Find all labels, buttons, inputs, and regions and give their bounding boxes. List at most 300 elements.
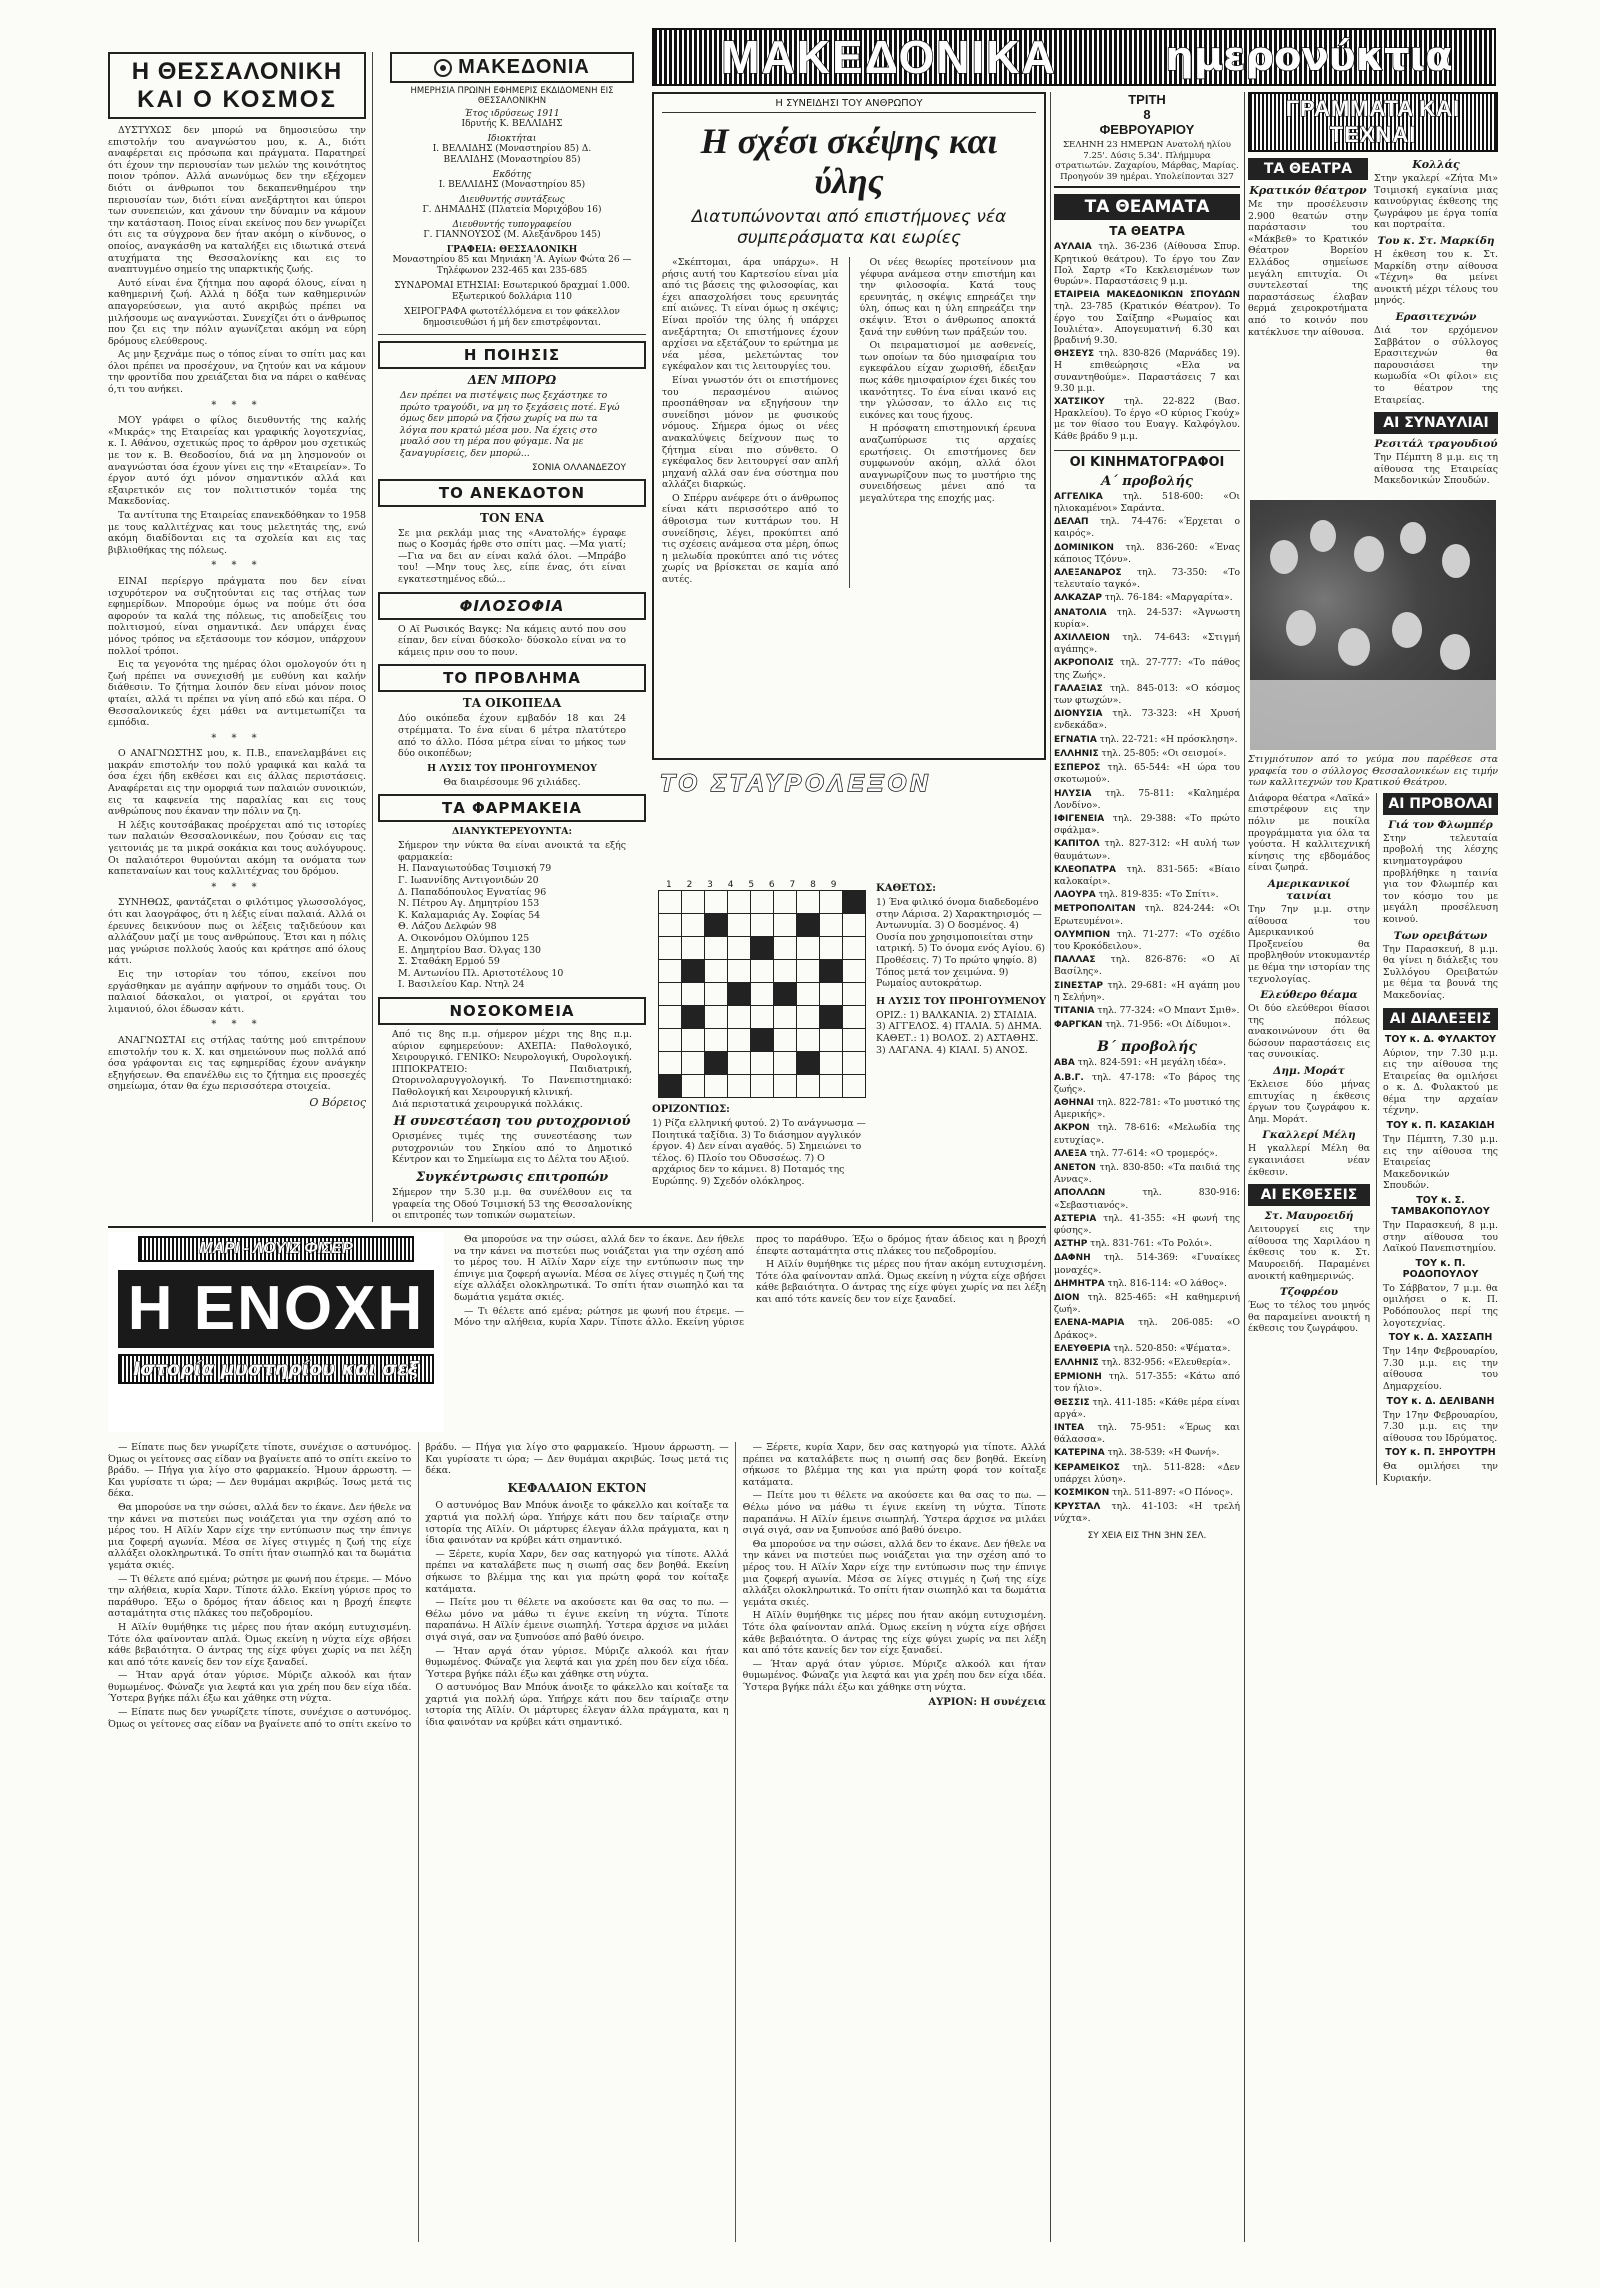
concert-text: Την Πέμπτη 8 μ.μ. εις τη αίθουσα της Εταιρείας Μακεδονικών Σπουδών. bbox=[1374, 452, 1498, 487]
listing-details: τηλ. 41-103: «Η τρελή νύχτα». bbox=[1054, 1501, 1240, 1525]
paragraph: Η λέξις κουτσάβακας προέρχεται από τις ιστορίες των παλαιών Θεσσαλονικέων, που ζούσαν εις τας γειτονιάς με τα μικρά σοκάκια και τους αυλόγυρους. Οι παλαιότεροι θυμούνται ακόμη τα ονόματα των καπεταναίων και τους καλλιτέχνας του δρόμου. bbox=[108, 819, 366, 878]
crossword-cell[interactable] bbox=[820, 1029, 843, 1052]
pharmacy-item: Θ. Λάζου Δελφών 98 bbox=[398, 921, 497, 933]
lecture-text: Την Πέμπτη, 7.30 μ.μ. εις την αίθουσα της Εταιρείας Μακεδονικών Σπουδών. bbox=[1383, 1134, 1498, 1192]
listing-name: ΤΙΤΑΝΙΑ bbox=[1054, 1005, 1095, 1016]
arts-text-a: Διάφορα θέατρα «Λαϊκά» επιστρέφουν εις την πόλιν με ποικίλα προγράμματα για όλα τα γούστα. Η καλλιτεχνική κίνησις της εβδομάδος είναι ζωηρά. bbox=[1248, 792, 1370, 874]
section-separator: * * * bbox=[211, 1019, 263, 1031]
listing-name: ΔΙΟΝΥΣΙΑ bbox=[1054, 709, 1103, 720]
crossword-solution-heading: Η ΛΥΣΙΣ ΤΟΥ ΠΡΟΗΓΟΥΜΕΝΟΥ bbox=[876, 995, 1046, 1007]
kolas-text: Στην γκαλερί «Ζήτα Μι» Τσιμισκή εγκαίνια μιας καινούργιας έκθεσης της ζωγράφου με έργα τοπία και πορτραίτα. bbox=[1374, 173, 1498, 231]
paragraph: Ας μην ξεχνάμε πως ο τόπος είναι το σπίτι μας και όλοι πρέπει να προσέχουν, να ζητούν και να κάμουν την φροντίδα που χρειάζεται δια να πάρει ο καθένας ό,τι του ανήκει. bbox=[108, 349, 366, 396]
crossword-cell bbox=[820, 960, 843, 983]
listing-name: ΑΣΤΗΡ bbox=[1054, 1239, 1088, 1250]
novel-subtitle: Ιστορία μυστηρίου και σεξ bbox=[118, 1354, 434, 1384]
crossword-cell[interactable] bbox=[774, 1006, 797, 1029]
listing-item bbox=[1054, 903, 1240, 926]
projections-title: Γιά τον Φλωμπέρ bbox=[1388, 818, 1493, 831]
paragraph: — Ξέρετε, κυρία Χαρν, δεν σας κατηγορώ για τίποτε. Αλλά πρέπει να καταλάβετε πως η σιωπή σας δεν βοηθά. Εκείνη σήκωσε το βλέμμα της και για πρώτη φορά τον κοίταξε κατάματα. bbox=[742, 1442, 1046, 1488]
arts-heading-line1: ΓΡΑΜΜΑΤΑ bbox=[1285, 96, 1415, 121]
crossword-cell[interactable] bbox=[728, 937, 751, 960]
climbers-text: Την Παρασκευή, 8 μ.μ. θα γίνει η διάλεξις του Συλλόγου Ορειβατών με θέμα τα βουνά της Μακεδονίας. bbox=[1383, 943, 1498, 1001]
listing-item bbox=[1054, 567, 1240, 590]
listing-item bbox=[1054, 1317, 1240, 1340]
crossword-area bbox=[652, 880, 1046, 1225]
listing-item bbox=[1054, 1422, 1240, 1445]
listing-details: τηλ. 511-828: «Δεν υπάρχει λύση». bbox=[1054, 1461, 1240, 1485]
newspaper-logo bbox=[390, 52, 634, 83]
crossword-cell[interactable] bbox=[774, 891, 797, 914]
dinner-photo bbox=[1250, 500, 1496, 750]
exhibition-text: Λειτουργεί εις την αίθουσα της Χαριλάου η έκθεσις του κ. Στ. Μαυροειδή. Παραμένει ανοικτή καθημερινώς. bbox=[1248, 1224, 1370, 1282]
listing-details: τηλ. 845-013: «Ο κόσμος των φτωχών». bbox=[1054, 682, 1240, 707]
listing-item bbox=[1054, 1162, 1240, 1185]
novel-body bbox=[108, 1442, 1046, 2242]
crossword-cell[interactable] bbox=[728, 1029, 751, 1052]
listing-name: ΜΕΤΡΟΠΟΛΙΤΑΝ bbox=[1054, 904, 1136, 915]
listing-item bbox=[1054, 1343, 1240, 1355]
listing-item bbox=[1054, 1501, 1240, 1524]
crossword-cell[interactable] bbox=[774, 960, 797, 983]
listing-details: τηλ. 29-388: «Το πρώτο σφάλμα». bbox=[1054, 812, 1240, 837]
lecture-heading: ΤΟΥ κ. Σ. ΤΑΜΒΑΚΟΠΟΥΛΟΥ bbox=[1391, 1195, 1490, 1218]
listing-details: τηλ. 71-956: «Οι Δίδυμοι». bbox=[1102, 1019, 1231, 1031]
listing-details: τηλ. 78-616: «Μελωδία της ευτυχίας». bbox=[1054, 1122, 1240, 1146]
crossword-cell bbox=[751, 1029, 774, 1052]
crossword-cell[interactable] bbox=[682, 1052, 705, 1075]
crossword-cell[interactable] bbox=[797, 983, 820, 1006]
listing-details: τηλ. 77-614: «Ο τρομερός». bbox=[1086, 1147, 1218, 1159]
listing-name: ΑΛΕΞΑ bbox=[1054, 1148, 1087, 1159]
kratikon-text: Με την προσέλευσιν 2.900 θεατών στην παράστασιν του «Μάκβεθ» το Κρατικόν Θέατρον Βορείου Ελλάδος σημείωσε μεγάλη επιτυχία. Οι συντελεσταί της παραστάσεως έλαβαν θερμά χειροκροτήματα από το κοινόν που κατέκλυσε την αίθουσα. bbox=[1248, 199, 1368, 338]
crossword-cell[interactable] bbox=[659, 1029, 682, 1052]
masthead-director-label: Διευθυντής συντάξεως bbox=[459, 195, 565, 205]
listing-details: τηλ. 816-114: «Ο λάθος». bbox=[1104, 1277, 1227, 1289]
masthead-manuscripts: ΧΕΙΡΟΓΡΑΦΑ φωτοτέλλόμενα ει τον φάκελλον δημοσιευθώσι ή μή δεν επιστρέφονται. bbox=[404, 307, 620, 328]
novel-title-block bbox=[108, 1232, 444, 1432]
listing-name: ΕΓΝΑΤΙΑ bbox=[1054, 734, 1097, 745]
pharmacies-heading: ΤΑ ΦΑΡΜΑΚΕΙΑ bbox=[378, 794, 646, 822]
listing-item bbox=[1054, 1397, 1240, 1420]
crossword-cell[interactable] bbox=[705, 937, 728, 960]
listing-name: ΚΟΣΜΙΚΟΝ bbox=[1054, 1488, 1110, 1499]
paragraph: ΜΟΥ γράφει ο φίλος διευθυντής της καλής «Μικράς» της Εταιρείας και γραφικής λογοτεχνίας, κ. Ι. Αθάνου, σχετικώς προς το άρθρον μου σχετικώς με τον κ. Β. Θεοδοσίου, διά να μη λησμονούν οι αναγνώσται όσα έχουν γίνει εις την «Εταιρείαν». Το έργον αυτό όχι μόνον σημαντικόν αλλά και εξαιρετικόν εις τον πολιτιστικόν τομέα της Μακεδονίας. bbox=[108, 415, 366, 508]
listing-details: τηλ. 41-355: «Η φωνή της φύσης». bbox=[1054, 1212, 1240, 1236]
listing-name: ΕΡΜΙΟΝΗ bbox=[1054, 1372, 1102, 1383]
listing-item bbox=[1054, 1072, 1240, 1095]
listing-item bbox=[1054, 889, 1240, 901]
continued-note: ΣΥ ΧΕΙΑ ΕΙΣ ΤΗΝ 3ΗΝ ΣΕΛ. bbox=[1087, 1530, 1207, 1541]
paragraph: — Ξέρετε, κυρία Χαρν, δεν σας κατηγορώ για τίποτε. Αλλά πρέπει να καταλάβετε πως η σιωπή σας δεν βοηθά. Εκείνη σήκωσε το βλέμμα της και για πρώτη φορά τον κοίταξε κατάματα. bbox=[425, 1548, 729, 1595]
crossword-cell[interactable] bbox=[774, 1029, 797, 1052]
crossword-cell[interactable] bbox=[659, 891, 682, 914]
novel-continued: ΑΥΡΙΟΝ: Η συνέχεια bbox=[928, 1697, 1046, 1709]
logo-text: ΜΑΚΕΔΟΝΙΑ bbox=[458, 56, 590, 78]
listing-name: Α.Β.Γ. bbox=[1054, 1072, 1084, 1083]
masthead-publisher: Ι. ΒΕΛΛΙΔΗΣ (Μοναστηρίου 85) bbox=[438, 180, 586, 190]
lecture-text: Την 14ην Φεβρουαρίου, 7.30 μ.μ. εις την αίθουσα του Δημαρχείου. bbox=[1383, 1346, 1498, 1392]
crossword-cell[interactable] bbox=[728, 960, 751, 983]
crossword-cell bbox=[728, 983, 751, 1006]
crossword-cell[interactable] bbox=[797, 891, 820, 914]
crossword-across-heading: ΟΡΙΖΟΝΤΙΩΣ: bbox=[652, 1104, 730, 1115]
crossword-cell[interactable] bbox=[843, 1029, 866, 1052]
crossword-cell[interactable] bbox=[797, 1006, 820, 1029]
listing-item bbox=[1054, 657, 1240, 680]
listing-details: τηλ. 23-785 (Κρατικόν Θέατρον). Το έργο του Σαίξπηρ «Ρωμαίος και Ιουλιέτα». Απογευματινή 6.30 και βραδινή 9.30. bbox=[1054, 301, 1240, 346]
listing-details: τηλ. 518-600: «Οι ηλιοκαμένοι» Σαράντα. bbox=[1054, 490, 1240, 515]
section-banner bbox=[652, 28, 1496, 86]
painter-heading: Τζοφρέου bbox=[1279, 1286, 1339, 1299]
cinemas-first-run-heading: Α΄ προβολής bbox=[1101, 473, 1193, 489]
banner-left: ΜΑΚΕΔΟΝΙΚΑ bbox=[654, 30, 1124, 84]
listing-name: ΑΚΡΟΠΟΛΙΣ bbox=[1054, 658, 1114, 669]
lecture-text: Την Παρασκευή, 8 μ.μ. στην αίθουσα του Λαϊκού Πανεπιστημίου. bbox=[1383, 1220, 1498, 1255]
paragraph: — Ήταν αργά όταν γύρισε. Μύριζε αλκοόλ και ήταν θυμωμένος. Φώναζε για λεφτά και για χρέη που δεν είχα ιδέα. Ύστερα βγήκε πάλι έξω και χάθηκε στη νύχτα. bbox=[108, 1670, 412, 1705]
crossword-cell[interactable] bbox=[843, 914, 866, 937]
crossword-cell bbox=[682, 960, 705, 983]
feature-body-col-right bbox=[860, 257, 1037, 588]
listing-details: τηλ. 830-916: «Σεβαστιανός». bbox=[1054, 1187, 1240, 1211]
crossword-cell[interactable] bbox=[659, 914, 682, 937]
listing-name: ΚΑΠΙΤΟΛ bbox=[1054, 839, 1100, 850]
solution-text: Θα διαιρέσουμε 96 χιλιάδες. bbox=[443, 776, 581, 788]
crossword-cell[interactable] bbox=[843, 937, 866, 960]
listing-name: ΔΙΟΝ bbox=[1054, 1293, 1080, 1304]
theatres-heading: ΤΑ ΘΕΑΤΡΑ bbox=[1109, 224, 1185, 239]
solution-heading: Η ΛΥΣΙΣ ΤΟΥ ΠΡΟΗΓΟΥΜΕΝΟΥ bbox=[427, 762, 597, 774]
crossword-cell[interactable] bbox=[705, 983, 728, 1006]
last-lecture-text: Θα ομιλήσει την Κυριακήν. bbox=[1383, 1461, 1498, 1484]
crossword-cell[interactable] bbox=[659, 1006, 682, 1029]
crossword-cell bbox=[659, 1075, 682, 1098]
crossword-cell[interactable] bbox=[774, 937, 797, 960]
pharmacies-intro: Σήμερον την νύκτα θα είναι ανοικτά τα εξής φαρμακεία: bbox=[398, 840, 626, 863]
listing-details: τηλ. 832-956: «Ελευθερία». bbox=[1098, 1357, 1231, 1369]
lecture-heading: ΤΟΥ κ. Δ. ΦΥΛΑΚΤΟΥ bbox=[1384, 1033, 1497, 1045]
committees-text: Σήμερον την 5.30 μ.μ. θα συνέλθουν εις τα γραφεία της Οδού Τσιμισκή 53 της Θεσσαλονίκης οι επιτροπές των τοπικών σωματείων. bbox=[392, 1186, 632, 1222]
crossword-cell[interactable] bbox=[682, 983, 705, 1006]
feature-deck: Διατυπώνονται από επιστήμονες νέα συμπεράσματα και εωρίες bbox=[691, 207, 1007, 248]
crossword-cell[interactable] bbox=[705, 1075, 728, 1098]
crossword-cell[interactable] bbox=[659, 1052, 682, 1075]
pharmacy-item: Δ. Παπαδόπουλος Εγνατίας 96 bbox=[398, 886, 547, 898]
listing-details: τηλ. 827-312: «Η αυλή των θαυμάτων». bbox=[1054, 838, 1240, 862]
markidis-text: Η έκθεση του κ. Στ. Μαρκίδη στην αίθουσα «Τέχνη» θα μείνει ανοικτή μέχρι τέλους του μηνός. bbox=[1374, 248, 1498, 307]
listing-details: τηλ. 24-537: «Άγνωστη κυρία». bbox=[1054, 606, 1240, 630]
listing-name: ΘΗΣΕΥΣ bbox=[1054, 349, 1095, 360]
crossword-cell[interactable] bbox=[682, 1075, 705, 1098]
pharmacy-item: Κ. Καλαμαριάς Αγ. Σοφίας 54 bbox=[398, 909, 541, 921]
novel-intro-right bbox=[454, 1234, 1046, 1434]
listing-name: ΗΛΥΣΙΑ bbox=[1054, 788, 1092, 799]
concerts-heading: ΑΙ ΣΥΝΑΥΛΙΑΙ bbox=[1374, 412, 1498, 434]
crossword-cell[interactable] bbox=[705, 891, 728, 914]
listing-details: τηλ. 836-260: «Ένας κάποιος Τζόνυ». bbox=[1054, 541, 1240, 565]
listing-item bbox=[1054, 1357, 1240, 1369]
crossword-column-numbers: 1 2 3 4 5 6 7 8 9 bbox=[666, 880, 843, 890]
masthead-owners: Ι. ΒΕΛΛΙΔΗΣ (Μοναστηρίου 85) Δ. ΒΕΛΛΙΔΗΣ (Μοναστηρίου 85) bbox=[432, 144, 592, 165]
listing-details: τηλ. 38-539: «Η Φωνή». bbox=[1104, 1447, 1220, 1459]
crossword-cell[interactable] bbox=[659, 937, 682, 960]
crossword-cell bbox=[843, 891, 866, 914]
crossword-cell[interactable] bbox=[659, 960, 682, 983]
amateurs-heading: Ερασιτεχνών bbox=[1395, 310, 1477, 323]
novel-chapter-heading: ΚΕΦΑΛΑΙΟΝ ΕΚΤΟΝ bbox=[507, 1480, 647, 1495]
listing-item bbox=[1054, 929, 1240, 952]
listing-name: ΓΑΛΑΞΙΑΣ bbox=[1054, 683, 1103, 694]
crossword-cell[interactable] bbox=[705, 1006, 728, 1029]
novel-author: ΜΑΡΙ - ΛΟΥΙΖ ΦΙΣΕΡ bbox=[138, 1236, 414, 1262]
listing-details: τηλ. 73-350: «Το τελευταίο ταγκό». bbox=[1054, 567, 1240, 591]
listing-name: ΣΙΝΕΣΤΑΡ bbox=[1054, 980, 1104, 991]
paragraph: Ο αστυνόμος Βαν Μπόυκ άνοιξε το φάκελλο και κοίταξε τα χαρτιά για πολλή ώρα. Υπήρχε κάτι που δεν ταίριαζε στην ιστορία της Αϊλίν. Οι μάρτυρες έλεγαν άλλα πράγματα, και η ίδια φαινόταν να κρύβει κάτι σημαντικό. bbox=[425, 1500, 729, 1547]
listing-details: τηλ. 826-876: «Ο Αϊ Βασίλης». bbox=[1054, 954, 1240, 978]
listing-item bbox=[1054, 289, 1240, 346]
crossword-cell[interactable] bbox=[774, 1052, 797, 1075]
masthead-owners-label: Ιδιοκτήται bbox=[487, 134, 537, 144]
paragraph: Αυτό είναι ένα ζήτημα που αφορά όλους, είναι η καθημερινή ζωή. Αλλά η δόξα των καθημερινών απαγορεύσεων, για αυτό ακριβώς πρέπει να μιλήσουμε ως αναγνώσται. Συνεχίζει ότι ο άνθρωπος που ζει εις την πόλιν αγωνίζεται ακόμη να εύρη δρόμους ελεύθερους. bbox=[108, 277, 366, 347]
tip-heading: Η συνεστέαση του ρυτοχρονιού bbox=[393, 1114, 631, 1130]
pharmacy-item: Α. Οικονόμου Ολύμπου 125 bbox=[398, 933, 530, 945]
crossword-cell[interactable] bbox=[728, 914, 751, 937]
listing-details: τηλ. 411-185: «Κάθε μέρα είναι αργά». bbox=[1054, 1396, 1240, 1420]
listing-name: ΙΝΤΕΑ bbox=[1054, 1423, 1085, 1434]
date-day: ΤΡΙΤΗ bbox=[1128, 92, 1166, 107]
crossword-cell[interactable] bbox=[659, 983, 682, 1006]
pharmacy-item: Ι. Βασιλείου Καρ. Ντηλ 24 bbox=[398, 979, 525, 991]
american-films-text: Την 7ην μ.μ. στην αίθουσα του Αμερικανικού Προξενείου θα προβληθούν ντοκυμαντέρ με θέμα την ιστορίαν της τεχνολογίας. bbox=[1248, 903, 1370, 985]
listing-details: τηλ. 514-369: «Γυναίκες μοναχές». bbox=[1054, 1252, 1240, 1276]
paragraph: — Τι θέλετε από εμένα; ρώτησε με φωνή που έτρεμε. — Μόνο την αλήθεια, κυρία Χαρν. Τίποτε άλλο. Εκείνη γύρισε προς το παράθυρο. Έξω ο δρόμος ήταν άδειος και η βροχή έπεφτε ασταμάτητα στις πλάκες του πεζοδρομίου. bbox=[454, 1234, 1046, 1329]
crossword-cell[interactable] bbox=[820, 914, 843, 937]
paragraph: ΕΙΝΑΙ περίεργο πράγματα που δεν είναι ισχυρότερον να συζητούνται εις τας στήλας των εφημερίδων. Μπορούμε όμως να πούμε ότι όσα αφορούν τα καλά της πόλεως, τις αποδείξεις του πολιτισμού, είναι σημαντικά. Δεν υπάρχει ένας μόνος τρόπος να εξετάσουμε τον κόσμον, υπάρχουν πολλοί τρόποι. bbox=[108, 575, 366, 657]
photo-caption: Στιγμιότυπον από το γεύμα που παρέθεσε στα γραφεία του ο σύλλογος Θεσσαλονικέων εις τιμήν των καλλιτεχνών του Κρατικού Θεάτρου. bbox=[1248, 754, 1498, 789]
crossword-cell[interactable] bbox=[843, 1006, 866, 1029]
listing-details: τηλ. 73-323: «Η Χρυσή ενδεκάδα». bbox=[1054, 708, 1240, 732]
masthead-founded: Έτος ιδρύσεως 1911 bbox=[464, 109, 560, 119]
concert-title: Ρεσιτάλ τραγουδιού bbox=[1374, 438, 1498, 451]
paragraph: Η πρόσφατη επιστημονική έρευνα αναζωπύρωσε τις αρχαίες ερωτήσεις. Οι επιστήμονες δεν συμφωνούν ακόμη, αλλά όλοι αναγνωρίζουν πως το μυστήριο της συνειδήσεως μένει από τα μεγαλύτερα της εποχής μας. bbox=[859, 423, 1036, 504]
crossword-down-heading: ΚΑΘΕΤΩΣ: bbox=[876, 883, 936, 894]
paragraph: — Είπατε πως δεν γνωρίζετε τίποτε, συνέχισε ο αστυνόμος. Όμως οι γείτονες σας είδαν να βγαίνετε από το σπίτι εκείνο το βράδυ. — Πήγα για λίγο στο φαρμακείο. Ήμουν άρρωστη. — Και γυρίσατε τι ώρα; — Δεν θυμάμαι ακριβώς. Ίσως μετά τις δέκα. bbox=[108, 1442, 729, 1730]
paragraph: Η Αϊλίν θυμήθηκε τις μέρες που ήταν ακόμη ευτυχισμένη. Τότε όλα φαίνονταν απλά. Όμως εκείνη η νύχτα είχε σβήσει κάθε βεβαιότητα. Ο άντρας της είχε φύγει χωρίς να πει λέξη και από τότε κανείς δεν τον είχε ξαναδεί. bbox=[742, 1610, 1046, 1657]
column-rule bbox=[1050, 92, 1051, 2242]
crossword-cell[interactable] bbox=[843, 960, 866, 983]
listing-name: ΚΕΡΑΜΕΙΚΟΣ bbox=[1054, 1462, 1120, 1473]
pharmacy-item: Σ. Σταθάκη Ερμού 59 bbox=[398, 956, 500, 968]
crossword-cell[interactable] bbox=[797, 1029, 820, 1052]
listing-name: ΔΟΜΙΝΙΚΟΝ bbox=[1054, 542, 1114, 553]
crossword-down-clues: 1) Ένα φιλικό όνομα διαδεδομένο στην Λάρισα. 2) Χαρακτηρισμός — Αντωνυμία. 3) Ο δοσμένος. 4) Ουσία που χρησιμοποιείται στην ιατρική. 5) Το όνομα ενός Αγίου. 6) Προθέσεις. 7) Το πρώτο ψηφίο. 8) Τόπος μετά τον χειμώνα. 9) Ρωμαίος αυτοκράτωρ. bbox=[876, 897, 1046, 990]
listing-details: τηλ. 830-826 (Μαρνάδες 19). Η επιθεώρησις «Ελα να συναντηθούμε». Παραστάσεις 7 και 9.30 μ.μ. bbox=[1054, 348, 1240, 394]
listing-details: τηλ. 74-476: «Έρχεται ο καιρός». bbox=[1054, 516, 1240, 540]
crossword-heading: ΤΟ ΣΤΑΥΡΟΛΕΞΟΝ bbox=[660, 770, 932, 797]
listing-details: τηλ. 27-777: «Το πάθος της Ζωής». bbox=[1054, 657, 1240, 681]
column-city-and-world bbox=[108, 52, 366, 1222]
crossword-cell[interactable] bbox=[751, 914, 774, 937]
date-month: ΦΕΒΡΟΥΑΡΙΟΥ bbox=[1099, 122, 1195, 137]
listing-item bbox=[1054, 1019, 1240, 1031]
tip-text: Ορισμένες τιμές της συνεστέασης των ρυτοχρονιών του Σηκίου από το Δημοτικό Κέντρον και το Σημείωμα εις το Δέλτα του Αξιού. bbox=[392, 1131, 632, 1166]
crossword-cell[interactable] bbox=[820, 937, 843, 960]
crossword-cell[interactable] bbox=[774, 914, 797, 937]
paragraph: — Τι θέλετε από εμένα; ρώτησε με φωνή που έτρεμε. — Μόνο την αλήθεια, κυρία Χαρν. Τίποτε άλλο. Εκείνη γύρισε προς το παράθυρο. Έξω ο δρόμος ήταν άδειος και η βροχή έπεφτε ασταμάτητα στις πλάκες του πεζοδρομίου. bbox=[108, 1573, 412, 1620]
free-theatre-text: Οι δύο ελεύθεροι θίασοι της πόλεως ανακοινώνουν ότι θα δώσουν παραστάσεις εις τας συνοικίας. bbox=[1248, 1003, 1370, 1061]
serial-novel bbox=[108, 1232, 1046, 2242]
poetry-heading: Η ΠΟΙΗΣΙΣ bbox=[378, 341, 646, 369]
cinemas-heading: ΟΙ ΚΙΝΗΜΑΤΟΓΡΑΦΟΙ bbox=[1054, 450, 1240, 470]
climbers-heading: Των ορειβάτων bbox=[1393, 929, 1488, 942]
crossword-cell[interactable] bbox=[682, 914, 705, 937]
gallery-heading: Γκαλλερί Μέλη bbox=[1262, 1129, 1356, 1142]
listing-item bbox=[1054, 1213, 1240, 1236]
arts-heading bbox=[1248, 92, 1498, 152]
crossword-cell[interactable] bbox=[843, 1052, 866, 1075]
listing-name: ΘΕΣΣΙΣ bbox=[1054, 1397, 1090, 1408]
crossword-cell[interactable] bbox=[751, 960, 774, 983]
horizontal-rule bbox=[108, 1226, 1046, 1228]
crossword-cell[interactable] bbox=[728, 1006, 751, 1029]
column-shows bbox=[1054, 92, 1240, 2242]
crossword-cell[interactable] bbox=[751, 983, 774, 1006]
masthead bbox=[378, 52, 646, 335]
listing-name: ΕΛΛΗΝΙΣ bbox=[1054, 1358, 1099, 1369]
listing-details: τηλ. 71-277: «Το σχέδιο του Κροκόδειλου». bbox=[1054, 928, 1240, 952]
crossword-grid[interactable] bbox=[658, 890, 866, 1098]
crossword-cell[interactable] bbox=[751, 1075, 774, 1098]
listing-details: τηλ. 77-324: «Ο Μπαντ Σμιθ». bbox=[1094, 1004, 1240, 1016]
paragraph: Ο Σπέρρυ ανέφερε ότι ο άνθρωπος είναι κάτι περισσότερο από το άθροισμα των κυττάρων του. Η συνείδησις, λέγει, προκύπτει από τις σχέσεις ανάμεσα στα μέρη, όπως η μελωδία προκύπτει από τις νότες χωρίς να βρίσκεται σε καμία από αυτές. bbox=[662, 492, 839, 586]
crossword-cell[interactable] bbox=[820, 1052, 843, 1075]
crossword-cell[interactable] bbox=[774, 1075, 797, 1098]
listing-name: ΠΑΛΛΑΣ bbox=[1054, 955, 1096, 966]
listing-item bbox=[1054, 813, 1240, 836]
crossword-solution: ΟΡΙΖ.: 1) ΒΑΛΚΑΝΙΑ. 2) ΣΤΑΙΔΙΑ. 3) ΑΓΓΕΛΟΣ. 4) ΙΤΑΛΙΑ. 5) ΔΗΜΑ. ΚΑΘΕΤ.: 1) ΒΟΛΟΣ. 2) ΑΣΤΑΘΗΣ. 3) ΛΑΓΑΝΑ. 4) ΚΙΑΛΙ. 5) ΑΝΟΣ. bbox=[876, 1009, 1042, 1056]
listing-item bbox=[1054, 954, 1240, 977]
pharmacy-item: Ε. Δημητρίου Βασ. Όλγας 130 bbox=[398, 944, 542, 956]
listing-item bbox=[1054, 788, 1240, 811]
poem-text: Δεν πρέπει να πιστέψεις πως ξεχάστηκε το πρώτο τραγούδι, να μη το ξεχάσεις ποτέ. Εγώ όμως δεν μπορώ να ζήσω χωρίς να πω τα λόγια που κρατώ μέσα μου. Να έχεις στο μυαλό σου τη μέρα που φύγαμε. Να με ξαναγυρίσεις, δεν μπορώ... bbox=[400, 390, 620, 459]
masthead-founder: Ιδρυτής Κ. ΒΕΛΛΙΔΗΣ bbox=[461, 119, 563, 129]
column-rule bbox=[372, 52, 373, 1222]
lecture-heading: ΤΟΥ κ. Π. ΡΟΔΟΠΟΥΛΟΥ bbox=[1402, 1257, 1479, 1280]
feature-body-col-left bbox=[662, 257, 839, 588]
arts-heading-line2: ΚΑΙ ΤΕΧΝΑΙ bbox=[1329, 96, 1461, 147]
crossword-cell[interactable] bbox=[728, 1052, 751, 1075]
listing-item bbox=[1054, 1097, 1240, 1120]
crossword-cell[interactable] bbox=[751, 891, 774, 914]
crossword-cell[interactable] bbox=[682, 1029, 705, 1052]
column-body bbox=[108, 125, 366, 1109]
masthead-offices-label: ΓΡΑΦΕΙΑ: ΘΕΣΣΑΛΟΝΙΚΗ bbox=[446, 245, 578, 255]
listing-details: τηλ. 65-544: «Η ώρα του σκοτωμού». bbox=[1054, 762, 1240, 786]
listing-name: ΔΕΛΑΠ bbox=[1054, 517, 1089, 528]
crossword-cell[interactable] bbox=[843, 1075, 866, 1098]
crossword-cell[interactable] bbox=[728, 891, 751, 914]
section-separator: * * * bbox=[211, 399, 263, 411]
crossword-cell[interactable] bbox=[820, 1075, 843, 1098]
listing-details: τηλ. 22-721: «Η πρόσκληση». bbox=[1096, 733, 1238, 745]
crossword-cell[interactable] bbox=[820, 891, 843, 914]
paragraph: Οι πειραματισμοί με ασθενείς, των οποίων τα δύο ημισφαίρια του εγκεφάλου είχαν χωρισθή, έδειξαν πως κάθε ημισφαίριον έχει δικές του ικανότητες. Το ένα είναι ικανό εις την γλώσσαν, το άλλο εις τις εικόνες και τους ήχους. bbox=[859, 340, 1036, 421]
crossword-cell[interactable] bbox=[797, 1075, 820, 1098]
morat-heading: Δημ. Μοράτ bbox=[1273, 1065, 1345, 1078]
column-arts-lower bbox=[1248, 754, 1498, 2244]
section-separator: * * * bbox=[211, 560, 263, 572]
listing-name: ΕΛΕΥΘΕΡΙΑ bbox=[1054, 1343, 1111, 1354]
hospitals-heading: ΝΟΣΟΚΟΜΕΙΑ bbox=[378, 997, 646, 1025]
crossword-cell[interactable] bbox=[820, 983, 843, 1006]
listing-name: ΑΝΕΤΟΝ bbox=[1054, 1162, 1096, 1173]
listing-item bbox=[1054, 1447, 1240, 1459]
pharmacy-item: Μ. Αντωνίου Πλ. Αριστοτέλους 10 bbox=[398, 967, 564, 979]
paragraph: «Σκέπτομαι, άρα υπάρχω». Η ρήσις αυτή του Καρτεσίου είναι μία από τις βάσεις της φιλοσοφίας, και έχει απασχολήσει τους ερευνητάς επί αιώνες. Τι είναι όμως η σκέψις; Είναι προϊόν της ύλης ή υπάρχει ανεξάρτητα; Οι επιστήμονες έχουν αρχίσει να εξετάζουν το ερώτημα με νέα μέσα, μελετώντας τον εγκέφαλον και τις λειτουργίες του. bbox=[662, 257, 839, 373]
crossword-cell[interactable] bbox=[682, 937, 705, 960]
listing-name: ΚΛΕΟΠΑΤΡΑ bbox=[1054, 864, 1116, 875]
listing-details: τηλ. 75-951: «Έρως και θάλασσα». bbox=[1054, 1422, 1240, 1446]
listing-item bbox=[1054, 1187, 1240, 1210]
column-feature-article bbox=[652, 92, 1046, 882]
crossword-cell[interactable] bbox=[751, 1006, 774, 1029]
crossword-cell[interactable] bbox=[797, 937, 820, 960]
listing-details: τηλ. 206-085: «Ο Δράκος». bbox=[1054, 1317, 1240, 1341]
crossword-cell[interactable] bbox=[705, 960, 728, 983]
listing-details: τηλ. 824-591: «Η μεγάλη ιδέα». bbox=[1074, 1057, 1227, 1069]
date-box bbox=[1054, 92, 1240, 188]
crossword-cell[interactable] bbox=[728, 1075, 751, 1098]
section-separator: * * * bbox=[211, 881, 263, 893]
pharmacy-item: Η. Παναγιωτούδας Τσιμισκή 79 bbox=[398, 863, 552, 875]
crossword-cell[interactable] bbox=[751, 1052, 774, 1075]
masthead-publisher-label: Εκδότης bbox=[492, 170, 532, 180]
banner-right: ημερονύκτια bbox=[1124, 30, 1494, 84]
arts-theatres-heading: ΤΑ ΘΕΑΤΡΑ bbox=[1248, 158, 1368, 180]
paragraph: Θα μπορούσε να την σώσει, αλλά δεν το έκανε. Δεν ήθελε να την κάνει να πιστεύει πως νοιάζεται για την σχέση από το μέρος του. Η Αϊλίν Χαρν είχε την εντύπωσιν πως την έπνιγε μια ζοφερή αγωνία. Μέσα σε λίγες στιγμές η ζωή της είχε αλλάξει ολοκληρωτικά. Το σπίτι ήταν σιωπηλό και τα δωμάτια γεμάτα σκιές. bbox=[108, 1501, 412, 1571]
poem-title: ΔΕΝ ΜΠΟΡΩ bbox=[467, 373, 557, 387]
feature-body bbox=[662, 257, 1036, 588]
philosophy-text: Ο Αϊ Ρωσικός Βαγκς: Να κάμεις αυτό που σου είπαν, δεν είναι δύσκολο· δύσκολο είναι να το κάμεις πριν σου το πουν. bbox=[398, 623, 626, 658]
crossword-section bbox=[652, 770, 1046, 798]
crossword-cell[interactable] bbox=[682, 891, 705, 914]
crossword-cell[interactable] bbox=[797, 960, 820, 983]
listing-item bbox=[1054, 683, 1240, 706]
listing-item bbox=[1054, 1278, 1240, 1290]
paragraph: Είναι γνωστόν ότι οι επιστήμονες του περασμένου αιώνος προσπάθησαν να εξηγήσουν την συνείδησι μόνον με φυσικούς νόμους. Σήμερα όμως οι νέες ανακαλύψεις δείχνουν πως το ζήτημα είναι πιο σύνθετο. Ο εγκέφαλος δεν λειτουργεί σαν απλή μηχανή αλλά σαν ένα σύστημα που αλλάζει διαρκώς. bbox=[662, 374, 839, 491]
listing-item bbox=[1054, 1252, 1240, 1275]
free-theatre-heading: Ελεύθερο θέαμα bbox=[1260, 989, 1358, 1002]
crossword-cell[interactable] bbox=[705, 1029, 728, 1052]
listing-details: τηλ. 36-236 (Αίθουσα Σπυρ. Κρητικού θεάτρου). Το έργο του Ζαν Πολ Σαρτρ «Το Κεκλεισμένων των θυρών». Παραστάσεις 9 μ.μ. bbox=[1054, 241, 1240, 287]
philosophy-heading: ΦΙΛΟΣΟΦΙΑ bbox=[378, 592, 646, 620]
listing-details: τηλ. 825-465: «Η καθημερινή ζωή». bbox=[1054, 1292, 1240, 1316]
cinemas-second-run-heading: Β΄ προβολής bbox=[1097, 1039, 1197, 1056]
problem-heading: ΤΟ ΠΡΟΒΛΗΜΑ bbox=[378, 664, 646, 692]
paragraph: Τα αντίτυπα της Εταιρείας επανεκδόθηκαν το 1958 με τους καλλιτέχνας και τους μελετητάς της, ενώ ακόμη διαδίδονται εις τα σχολεία και εις τας βιβλιοθήκας της πόλεως. bbox=[108, 510, 366, 556]
problem-title: ΤΑ ΟΙΚΟΠΕΔΑ bbox=[462, 696, 562, 711]
crossword-cell[interactable] bbox=[843, 983, 866, 1006]
listing-item bbox=[1054, 708, 1240, 731]
column-signature: Ο Βόρειος bbox=[309, 1095, 366, 1109]
listing-item bbox=[1054, 396, 1240, 442]
crossword-cell bbox=[682, 1006, 705, 1029]
lecture-text: Το Σάββατον, 7 μ.μ. θα ομιλήσει ο κ. Π. Ροδόπουλος περί της λογοτεχνίας. bbox=[1383, 1282, 1498, 1329]
listing-name: ΑΣΤΕΡΙΑ bbox=[1054, 1213, 1097, 1224]
morat-text: Έκλεισε δύο μήνας επιτυχίας η έκθεσις έργων του ζωγράφου κ. Δημ. Μοράτ. bbox=[1248, 1079, 1370, 1125]
listing-item bbox=[1054, 1487, 1240, 1499]
poet-name: ΣΟΝΙΑ ΟΛΛΑΝΔΕΖΟΥ bbox=[531, 462, 626, 473]
feature-box bbox=[652, 92, 1046, 760]
